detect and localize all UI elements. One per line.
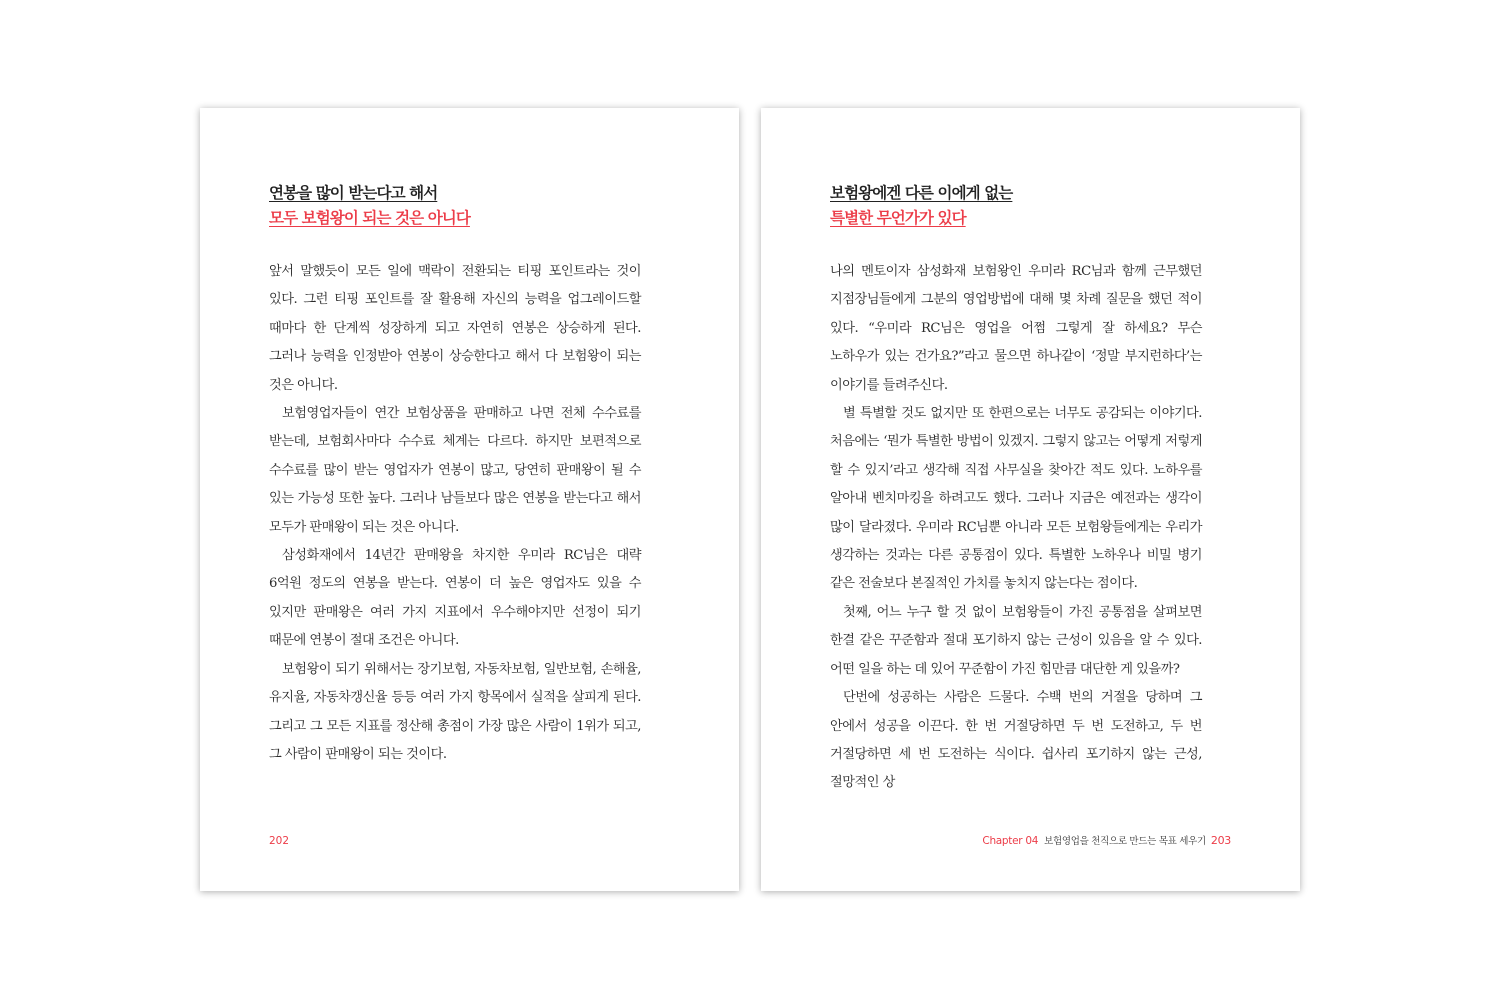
body-text: [269, 258, 641, 769]
heading-line-2: 모두 보험왕이 되는 것은 아니다: [269, 209, 470, 227]
chapter-label: Chapter 04: [982, 835, 1039, 847]
left-page: [200, 108, 739, 891]
heading-line-1: 연봉을 많이 받는다고 해서: [269, 184, 438, 202]
body-text: [830, 258, 1202, 798]
paragraph: 앞서 말했듯이 모든 일에 맥락이 전환되는 티핑 포인트라는 것이 있다. 그런 티핑 포인트를 잘 활용해 자신의 능력을 업그레이드할 때마다 한 단계씩 성장하게 되고 자연히 연봉은 상승하게 된다. 그러나 능력을 인정받아 연봉이 상승한다고 해서 다 보험왕이 되는 것은 아니다.: [269, 264, 641, 393]
section-heading: [830, 181, 1231, 231]
right-page: [761, 108, 1300, 891]
page-number: 202: [269, 835, 290, 847]
paragraph: 보험영업자들이 연간 보험상품을 판매하고 나면 전체 수수료를 받는데, 보험회사마다 수수료 체계는 다르다. 하지만 보편적으로 수수료를 많이 받는 영업자가 연봉이 많고, 당연히 판매왕이 될 수 있는 가능성 또한 높다. 그러나 남들보다 많은 연봉을 받는다고 해서 모두가 판매왕이 되는 것은 아니다.: [269, 406, 641, 535]
section-heading: [269, 181, 670, 231]
heading-line-1: 보험왕에겐 다른 이에게 없는: [830, 184, 1013, 202]
paragraph: 별 특별할 것도 없지만 또 한편으로는 너무도 공감되는 이야기다. 처음에는 ‘뭔가 특별한 방법이 있겠지. 그렇지 않고는 어떻게 저렇게 할 수 있지’라고 생각해 직접 사무실을 찾아간 적도 있다. 노하우를 알아내 벤치마킹을 하려고도 했다. 그러나 지금은 예전과는 생각이 많이 달라졌다. 우미라 RC님뿐 아니라 모든 보험왕들에게는 우리가 생각하는 것과는 다른 공통점이 있다. 특별한 노하우나 비밀 병기 같은 전술보다 본질적인 가치를 놓치지 않는다는 점이다.: [830, 406, 1202, 592]
paragraph: 나의 멘토이자 삼성화재 보험왕인 우미라 RC님과 함께 근무했던 지점장님들에게 그분의 영업방법에 대해 몇 차례 질문을 했던 적이 있다. “우미라 RC님은 영업을 어쩜 그렇게 잘 하세요? 무슨 노하우가 있는 건가요?”라고 물으면 하나같이 ‘정말 부지런하다’는 이야기를 들려주신다.: [830, 264, 1202, 393]
paragraph: 보험왕이 되기 위해서는 장기보험, 자동차보험, 일반보험, 손해율, 유지율, 자동차갱신율 등등 여러 가지 항목에서 실적을 살피게 된다. 그리고 그 모든 지표를 정산해 총점이 가장 많은 사람이 1위가 되고, 그 사람이 판매왕이 되는 것이다.: [269, 661, 641, 762]
chapter-title: 보험영업을 천직으로 만드는 목표 세우기: [1044, 836, 1206, 847]
paragraph: 단번에 성공하는 사람은 드물다. 수백 번의 거절을 당하며 그 안에서 성공을 이끈다. 한 번 거절당하면 두 번 도전하고, 두 번 거절당하면 세 번 도전하는 식이다. 쉽사리 포기하지 않는 근성, 절망적인 상: [830, 690, 1202, 791]
page-number: 203: [1210, 834, 1231, 847]
paragraph: 삼성화재에서 14년간 판매왕을 차지한 우미라 RC님은 대략 6억원 정도의 연봉을 받는다. 연봉이 더 높은 영업자도 있을 수 있지만 판매왕은 여러 가지 지표에서 우수해야지만 선정이 되기 때문에 연봉이 절대 조건은 아니다.: [269, 548, 641, 649]
paragraph: 첫째, 어느 누구 할 것 없이 보험왕들이 가진 공통점을 살펴보면 한결 같은 꾸준함과 절대 포기하지 않는 근성이 있음을 알 수 있다. 어떤 일을 하는 데 있어 꾸준함이 가진 힘만큼 대단한 게 있을까?: [830, 604, 1202, 677]
running-footer: [982, 833, 1231, 850]
heading-line-2: 특별한 무언가가 있다: [830, 209, 966, 227]
